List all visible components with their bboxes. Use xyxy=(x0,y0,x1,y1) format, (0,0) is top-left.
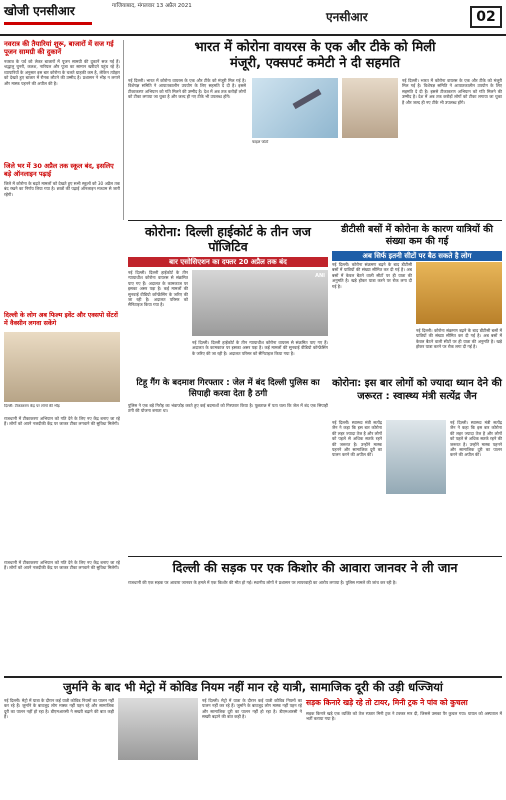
brand-underline xyxy=(4,22,92,25)
column-divider xyxy=(123,40,124,220)
headline-hc-judges: कोरोना: दिल्ली हाईकोर्ट के तीन जज पॉजिटिव xyxy=(145,224,311,254)
headline-vaccine-1: भारत में कोरोना वायरस के एक और टीके को मिली xyxy=(194,40,436,55)
masthead xyxy=(0,0,506,36)
headline-metro: जुर्माने के बाद भी मेट्रो में कोविड नियम नहीं मान रहे यात्री, सामाजिक दूरी की उड़ी धज्जियां xyxy=(63,680,443,694)
headline-vaccine-2: मंजूरी, एक्सपर्ट कमेटी ने दी सहमति xyxy=(230,56,400,71)
hc-photo xyxy=(192,270,328,336)
body-schools: जिले में कोरोना के बढ़ते मामलों को देखते हुए सभी स्कूलों को 30 अप्रैल तक बंद रखने का निर्णय लिया गया है। छात्रों की पढ़ाई ऑनलाइन माध्यम से जारी रहेगी। xyxy=(4,181,120,197)
story-road xyxy=(306,698,502,787)
headline-tihar: टिहू गैंग के बदमाश गिरफ्तार : जेल में बंद दिल्ली पुलिस का सिपाही करवा देता है ठगी xyxy=(136,378,320,399)
body-street: राजधानी की एक सड़क पर आवारा जानवर के हमले में एक किशोर की मौत हो गई। स्थानीय लोगों ने प्रशासन पर लापरवाही का आरोप लगाया है। पुलिस मामले की जांच कर रही है। xyxy=(128,580,397,585)
headline-schools: जिले भर में 30 अप्रैल तक स्कूल बंद, इसलिए बड़े ऑनलाइन पढ़ाई xyxy=(4,162,114,178)
story-hc-judges xyxy=(128,224,328,267)
satyendar-photo xyxy=(386,420,446,494)
section-rule-3 xyxy=(4,676,502,678)
vaccine-photo-2 xyxy=(342,78,398,138)
section-rule-2 xyxy=(128,556,502,557)
story-schools xyxy=(4,162,120,321)
section-rule xyxy=(128,220,502,221)
body-left-bottom: राजधानी में टीकाकरण अभियान को गति देने के लिए नए केंद्र बनाए जा रहे हैं। लोगों को अपने नजदीकी केंद्र पर जाकर टीका लगवाने की सुविधा मिलेगी। xyxy=(4,560,120,571)
body-vaccination: राजधानी में टीकाकरण अभियान को गति देने के लिए नए केंद्र बनाए जा रहे हैं। लोगों को अपने नजदीकी केंद्र पर जाकर टीका लगवाने की सुविधा मिलेगी। xyxy=(4,416,120,427)
body-metro: नई दिल्ली। मेट्रो में यात्रा के दौरान कई यात्री कोविड नियमों का पालन नहीं कर रहे हैं। जुर्माने के बावजूद लोग मास्क नहीं पहन रहे और सामाजिक दूरी का पालन नहीं हो रहा है। डीएमआरसी ने सख्ती बढ़ाने की बात कही है। xyxy=(4,698,114,720)
vaccination-photo xyxy=(4,332,120,402)
body-dtc: नई दिल्ली। कोरोना संक्रमण बढ़ने के बाद डीटीसी बसों में यात्रियों की संख्या सीमित कर दी गई है। अब बसों में केवल बैठने वाली सीटों पर ही यात्रा की अनुमति है। खड़े होकर यात्रा करने पर रोक लगा दी गई है। xyxy=(332,262,412,289)
headline-dtc: डीटीसी बसों में कोरोना के कारण यात्रियों की संख्या कम की गई xyxy=(341,224,493,247)
body-vaccine-col: नई दिल्ली। भारत में कोरोना वायरस के एक और टीके को मंजूरी मिल गई है। विशेषज्ञ समिति ने आपातकालीन उपयोग के लिए सहमति दे दी है। इससे टीकाकरण अभियान को गति मिलने की उम्मीद है। देश में अब तक करोड़ों लोगों को टीका लगाया जा चुका है और जल्द ही नए टीके भी उपलब्ध होंगे। xyxy=(402,78,502,105)
brand-block xyxy=(4,2,102,30)
ani-tag: ANI xyxy=(315,273,325,279)
body-navratri: नवरात्र के पर्व को लेकर बाजारों में पूजन सामग्री की दुकानें सज गई हैं। श्रद्धालु चुनरी, कलश, नारियल और पूजा का सामान खरीदने पहुंच रहे हैं। व्यापारियों के अनुसार इस बार कोरोना के चलते ग्राहकी कम है, लेकिन त्योहार को देखते हुए बाजार में रौनक लौटने की उम्मीद है। प्रशासन ने भीड़ न लगाने और मास्क पहनने की अपील की है। xyxy=(4,59,120,86)
story-navratri xyxy=(4,40,120,158)
body-hc-judges-2: नई दिल्ली। दिल्ली हाईकोर्ट के तीन न्यायाधीश कोरोना वायरस से संक्रमित पाए गए हैं। अदालत के कामकाज पर इसका असर पड़ा है। कई मामलों की सुनवाई वीडियो कॉन्फ्रेंसिंग के जरिए की जा रही है। अदालत परिसर को सैनिटाइज किया गया है। xyxy=(192,340,328,356)
story-tihar xyxy=(128,378,328,543)
headline-satyendar: कोरोना: इस बार लोगों को ज्यादा ध्यान देने की जरूरत : स्वास्थ्य मंत्री सत्येंद्र जैन xyxy=(332,378,502,402)
story-vaccination xyxy=(4,312,120,327)
body-satyendar-2: नई दिल्ली। स्वास्थ्य मंत्री सत्येंद्र जैन ने कहा कि इस बार कोरोना की लहर ज्यादा तेज है और लोगों को पहले से अधिक सतर्क रहने की जरूरत है। उन्होंने मास्क पहनने और सामाजिक दूरी का पालन करने की अपील की। xyxy=(450,420,502,458)
body-vaccine: नई दिल्ली। भारत में कोरोना वायरस के एक और टीके को मंजूरी मिल गई है। विशेषज्ञ समिति ने आपातकालीन उपयोग के लिए सहमति दे दी है। इससे टीकाकरण अभियान को गति मिलने की उम्मीद है। देश में अब तक करोड़ों लोगों को टीका लगाया जा चुका है और जल्द ही नए टीके भी उपलब्ध होंगे। xyxy=(128,78,246,100)
metro-photo xyxy=(118,698,198,760)
dtc-bus-photo xyxy=(416,262,502,324)
body-hc-judges: नई दिल्ली। दिल्ली हाईकोर्ट के तीन न्यायाधीश कोरोना वायरस से संक्रमित पाए गए हैं। अदालत के कामकाज पर इसका असर पड़ा है। कई मामलों की सुनवाई वीडियो कॉन्फ्रेंसिंग के जरिए की जा रही है। अदालत परिसर को सैनिटाइज किया गया है। xyxy=(128,270,188,308)
story-street xyxy=(128,560,502,575)
story-satyendar xyxy=(332,378,502,403)
headline-navratri: नवरात्र की तैयारियां शुरू, बाजारों में सज गई पूजन सामग्री की दुकानें xyxy=(4,40,114,56)
section-title: एनसीआर xyxy=(326,10,368,24)
body-dtc-2: नई दिल्ली। कोरोना संक्रमण बढ़ने के बाद डीटीसी बसों में यात्रियों की संख्या सीमित कर दी गई है। अब बसों में केवल बैठने वाली सीटों पर ही यात्रा की अनुमति है। खड़े होकर यात्रा करने पर रोक लगा दी गई है। xyxy=(416,328,502,350)
syringe-shape xyxy=(293,89,322,109)
dtc-bar-banner: अब सिर्फ इतनी सीटों पर बैठ सकते है लोग xyxy=(332,251,502,261)
body-metro-2: नई दिल्ली। मेट्रो में यात्रा के दौरान कई यात्री कोविड नियमों का पालन नहीं कर रहे हैं। जुर्माने के बावजूद लोग मास्क नहीं पहन रहे और सामाजिक दूरी का पालन नहीं हो रहा है। डीएमआरसी ने सख्ती बढ़ाने की बात कही है। xyxy=(202,698,302,720)
headline-vaccination: दिल्ली के लोग अब फिल्म इवेंट और एक्सपो सेंटरों में वैक्सीन लगवा सकेंगे xyxy=(4,312,118,327)
story-dtc xyxy=(332,224,502,261)
body-tihar: पुलिस ने एक बड़े गिरोह का भंडाफोड़ करते हुए कई बदमाशों को गिरफ्तार किया है। पूछताछ में पता चला कि जेल में बंद एक सिपाही ठगी की योजना बनाता था। xyxy=(128,403,328,414)
story-metro xyxy=(4,680,502,694)
body-road: सड़क किनारे खड़े एक व्यक्ति को तेज रफ्तार मिनी ट्रक ने टक्कर मार दी, जिससे उसका पैर कुचल गया। घायल को अस्पताल में भर्ती कराया गया है। xyxy=(306,710,502,721)
dateline: गाजियाबाद, मंगलवार 13 अप्रैल 2021 xyxy=(112,3,192,9)
vaccination-photo-caption: दिल्ली: टीकाकरण केंद्र पर लोगों की भीड़ xyxy=(4,404,60,408)
page-number: 02 xyxy=(470,6,502,28)
story-vaccine xyxy=(128,40,502,72)
newspaper-logo: खोजी एनसीआर xyxy=(4,4,75,18)
vaccine-photo-caption: फाइल फोटो xyxy=(252,140,269,144)
hc-bar-banner: बार एसोसिएशन का दफ्तर 20 अप्रैल तक बंद xyxy=(128,257,328,267)
body-satyendar: नई दिल्ली। स्वास्थ्य मंत्री सत्येंद्र जैन ने कहा कि इस बार कोरोना की लहर ज्यादा तेज है और लोगों को पहले से अधिक सतर्क रहने की जरूरत है। उन्होंने मास्क पहनने और सामाजिक दूरी का पालन करने की अपील की। xyxy=(332,420,382,458)
headline-street: दिल्ली की सड़क पर एक किशोर की आवारा जानवर ने ली जान xyxy=(172,560,458,575)
headline-road: सड़क किनारे खड़े रहे तो टायर, मिनी ट्रक ने पांव को कुचला xyxy=(306,698,468,707)
vaccine-photo xyxy=(252,78,338,138)
